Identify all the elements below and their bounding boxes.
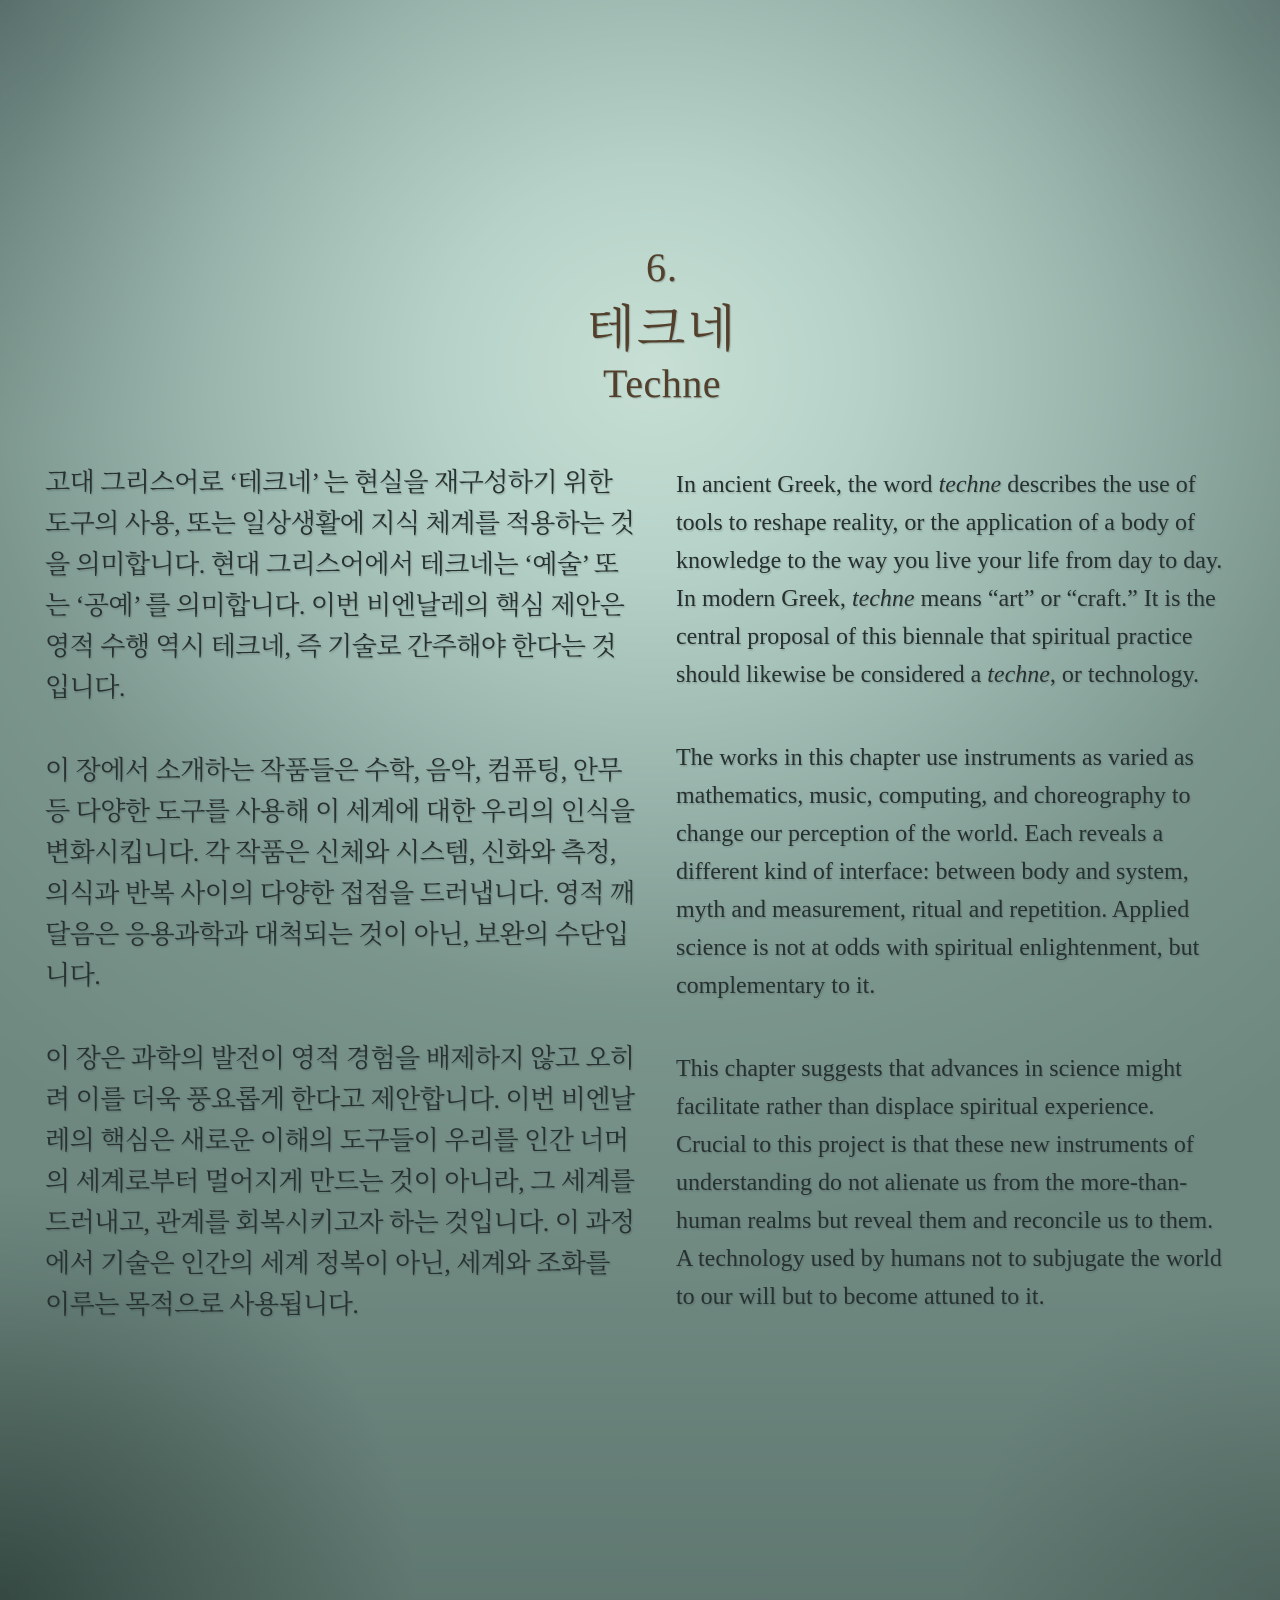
- text-segment: , or technology.: [1049, 662, 1199, 688]
- italic-term: techne: [938, 472, 1002, 498]
- korean-paragraph: 고대 그리스어로 ‘테크네’ 는 현실을 재구성하기 위한 도구의 사용, 또는 일상생활에 지식 체계를 적용하는 것을 의미합니다. 현대 그리스어에서 테크네는 ‘예술’ 또는 ‘공예’ 를 의미합니다. 이번 비엔날레의 핵심 제안은 영적 수행 역시 테크네, 즉 기술로 간주해야 한다는 것입니다.: [45, 468, 635, 702]
- korean-paragraph: 이 장에서 소개하는 작품들은 수학, 음악, 컴퓨팅, 안무 등 다양한 도구를 사용해 이 세계에 대한 우리의 인식을 변화시킵니다. 각 작품은 신체와 시스템, 신화와 측정, 의식과 반복 사이의 다양한 접점을 드러냅니다. 영적 깨달음은 응용과학과 대척되는 것이 아닌, 보완의 수단입니다.: [45, 756, 635, 990]
- text-segment: The works in this chapter use instruments as varied as mathematics, music, computing, and choreography to change our perception of the world. Each reveals a different kind of interface: between body and system, myth and measurement, ritual and repetition. Applied science is not at odds with spiritual enlightenment, but complementary to it.: [676, 745, 1200, 999]
- text-segment: means “art” or “craft.” It is the central proposal of this biennale that spiritual practice should likewise be considered a: [676, 586, 1216, 688]
- english-paragraph: [676, 466, 1228, 694]
- korean-text-column: [45, 462, 635, 1325]
- text-segment: This chapter suggests that advances in science might facilitate rather than displace spiritual experience. Crucial to this project is that these new instruments of understanding do not alienate us from the more-than-human realms but reveal them and reconcile us to them. A technology used by humans not to subjugate the world to our will but to become attuned to it.: [676, 1056, 1222, 1310]
- english-text-column: [676, 466, 1228, 1316]
- section-title-korean: 테크네: [586, 301, 738, 357]
- italic-term: techne: [851, 586, 915, 612]
- english-paragraph: [676, 1050, 1228, 1316]
- section-header: [352, 245, 972, 406]
- text-segment: In ancient Greek, the word: [676, 472, 939, 498]
- english-paragraph: [676, 739, 1228, 1005]
- italic-term: techne: [987, 662, 1050, 688]
- section-number: 6.: [646, 245, 678, 290]
- section-title-english: Techne: [603, 361, 721, 406]
- korean-paragraph: 이 장은 과학의 발전이 영적 경험을 배제하지 않고 오히려 이를 더욱 풍요롭게 한다고 제안합니다. 이번 비엔날레의 핵심은 새로운 이해의 도구들이 우리를 인간 너머의 세계로부터 멀어지게 만드는 것이 아니라, 그 세계를 드러내고, 관계를 회복시키고자 하는 것입니다. 이 과정에서 기술은 인간의 세계 정복이 아닌, 세계와 조화를 이루는 목적으로 사용됩니다.: [45, 1044, 635, 1319]
- text-segment: describes the use of tools to reshape reality, or the application of a body of knowledge to the way you live your life from day to day. In modern Greek,: [676, 472, 1223, 612]
